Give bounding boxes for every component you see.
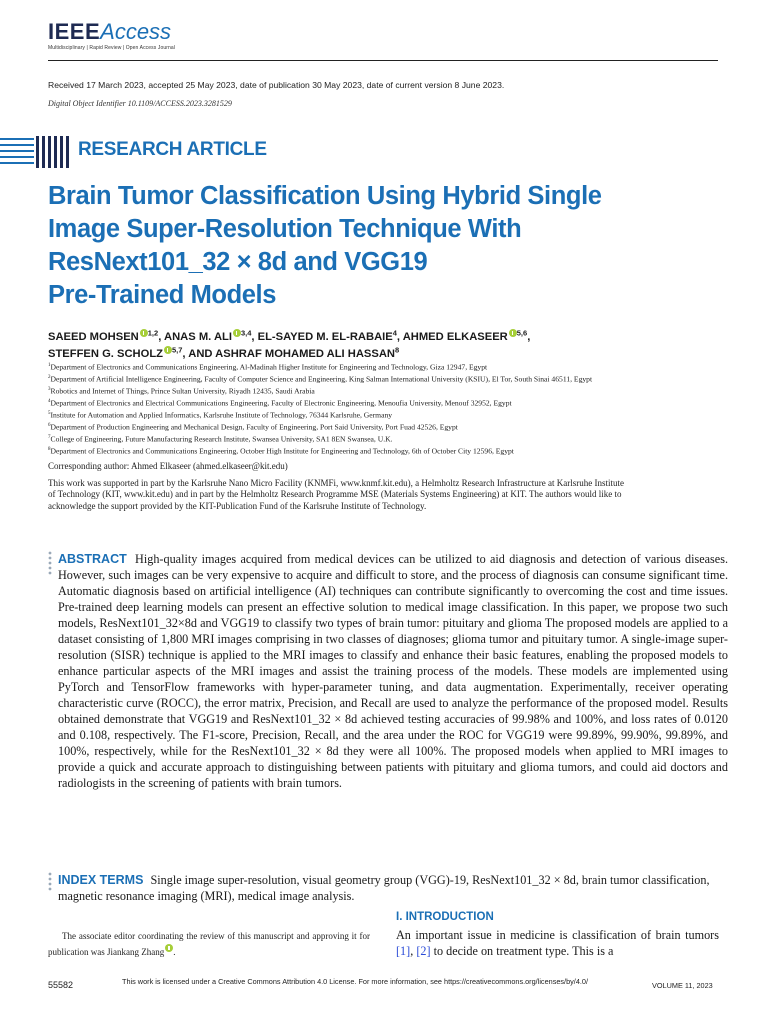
index-terms-dots-icon [48, 872, 52, 894]
affiliation: $^4$Department of Electronics and Electrical Communications Engineering, Faculty of Electronic Engineering, Menoufia University, Menouf 32952, Egypt [48, 398, 512, 408]
publication-dates: Received 17 March 2023, accepted 25 May 2023, date of publication 30 May 2023, date of current version 8 June 2023. [48, 80, 505, 90]
orcid-icon[interactable] [165, 944, 173, 952]
author-name: EL-SAYED M. EL-RABAIE [257, 331, 393, 343]
journal-logo [48, 20, 175, 51]
author-list: SAEED MOHSEN $^{1,2}$, ANAS M. ALI $^{3,4}$, EL-SAYED M. EL-RABAIE$^4$, AHMED ELKASEER $^{5,6}$, STEFFEN G. SCHOLZ $^{5,7}$, AND ASHRAF MOHAMED ALI HASSAN$^8$ [48, 328, 531, 360]
license-notice: This work is licensed under a Creative Commons Attribution 4.0 License. For more information, see https://creativecommons.org/licenses/by/4.0/ [122, 977, 588, 986]
affiliation: $^5$Institute for Automation and Applied Informatics, Karlsruhe Institute of Technology, 76344 Karlsruhe, Germany [48, 410, 393, 420]
corresponding-author: Corresponding author: Ahmed Elkaseer (ahmed.elkaseer@kit.edu) [48, 461, 288, 471]
affiliation: $^1$Department of Electronics and Communications Engineering, Al-Madinah Higher Institute for Engineering and Technology, Giza 12947, Egypt [48, 362, 488, 372]
author-name: AND ASHRAF MOHAMED ALI HASSAN [188, 347, 395, 360]
title-line: Image Super-Resolution Technique With [48, 215, 522, 243]
section-heading-introduction: I. INTRODUCTION [396, 911, 494, 923]
orcid-icon[interactable] [509, 329, 517, 337]
logo-tagline: Multidisciplinary | Rapid Review | Open Access Journal [48, 45, 175, 51]
page-number: 55582 [48, 980, 74, 990]
abstract [58, 551, 728, 791]
author-affiliation: 3,4 [240, 328, 252, 338]
affiliation: $^3$Robotics and Internet of Things, Prince Sultan University, Riyadh 12435, Saudi Arabia [48, 386, 315, 396]
volume-label: VOLUME 11, 2023 [652, 981, 713, 990]
author-affiliation: 8 [395, 344, 400, 354]
abstract-label: ABSTRACT [58, 552, 127, 566]
banner-label: RESEARCH ARTICLE [78, 139, 267, 160]
research-article-banner [0, 134, 270, 172]
logo-ieee-text: IEEE [48, 19, 101, 44]
author-name: SAEED MOHSEN [48, 331, 139, 343]
introduction-text: An important issue in medicine is classification of brain tumors [1], [2] to decide on treatment type. This is a [396, 928, 719, 958]
doi: Digital Object Identifier 10.1109/ACCESS.2023.3281529 [48, 99, 232, 108]
orcid-icon[interactable] [140, 329, 148, 337]
abstract-dots-icon [48, 551, 52, 579]
affiliation-list [48, 361, 728, 457]
banner-arc-graphic [0, 134, 80, 172]
affiliation: $^7$College of Engineering, Future Manufacturing Research Institute, Swansea University, SA1 8EN Swansea, U.K. [48, 434, 393, 444]
affiliation: $^2$Department of Artificial Intelligence Engineering, Faculty of Computer Science and Engineering, King Salman International University (KSIU), El Tor, South Sinai 46511, Egypt [48, 374, 593, 384]
index-terms [58, 872, 728, 904]
logo-access-text: Access [100, 19, 172, 44]
affiliation: $^8$Department of Electronics and Communications Engineering, October High Institute for Engineering and Technology, 6th of October City 12596, Egypt [48, 446, 514, 456]
citation-link[interactable]: [2] [416, 944, 431, 958]
affiliation: $^6$Department of Production Engineering and Mechanical Design, Faculty of Engineering, Port Said University, Port Fuad 42526, Egypt [48, 422, 458, 432]
author-affiliation: 4 [392, 328, 397, 338]
author-affiliation: 5,7 [171, 344, 183, 354]
author-name: AHMED ELKASEER [402, 331, 508, 343]
orcid-icon[interactable] [233, 329, 241, 337]
index-terms-label: INDEX TERMS [58, 873, 144, 887]
citation-link[interactable]: [1] [396, 944, 411, 958]
orcid-icon[interactable] [164, 346, 172, 354]
author-name: STEFFEN G. SCHOLZ [48, 347, 163, 360]
editor-footnote: The associate editor coordinating the review of this manuscript and approving it for publication was Jiankang Zhang . [48, 931, 370, 957]
abstract-text: High-quality images acquired from medical devices can be utilized to aid diagnosis and detection of various diseases. However, such images can be very expensive to acquire and difficult to store, and the process of diagnosis can consume significant time. Automatic diagnosis based on artificial intelligence (AI) techniques can contribute significantly to overcoming the cost and time issues. Pre-trained deep learning models can present an effective solution to medical image classification. In this paper, we propose two such models, ResNext101_32×8d and VGG19 to classify two types of brain tumor: pituitary and glioma The proposed models are applied to a dataset consisting of 1,800 MRI images comprising in two classes of diagnoses; glioma tumor and pituitary tumor. A single-image super-resolution (SISR) technique is applied to the MRI images to classify and enhance their basic features, enabling the proposed models to enhance particular aspects of the MRI images and assist the training process of the models. These models are implemented using PyTorch and TensorFlow frameworks with hyper-parameter tuning, and data augmentation. Experimentally, receiver operating characteristic curve (ROCC), the error matrix, Precision, and Recall are used to analyze the performance of the proposed model. Results obtained demonstrate that VGG19 and ResNext101_32 × 8d achieved testing accuracies of 99.98% and 100%, and loss rates of 0.0120 and 0.108, respectively. The F1-score, Precision, Recall, and the area under the ROC for VGG19 were 99.89%, 99.90%, 99.89%, and 100%, respectively, while for the ResNext101_32 × 8d they were all 100%. The proposed models when applied to MRI images to provide a quick and accurate approach to distinguishing between patients with pituitary and glioma tumors, and could aid doctors and radiologists in the screening of patients with brain tumors. [58, 552, 728, 790]
author-affiliation: 1,2 [147, 328, 159, 338]
header-divider [48, 60, 718, 61]
funding-statement: This work was supported in part by the Karlsruhe Nano Micro Facility (KNMFi, www.knmf.kit.edu), a Helmholtz Research Infrastructure at Karlsruhe Institute of Technology (KIT, www.kit.edu) and in part by the Helmholtz Research Programme MSE (Materials Systems Engineering) at KIT. The authors would like to acknowledge the support provided by the KIT-Publication Fund of the Karlsruhe Institute of Technology. [48, 478, 625, 511]
title-line: Brain Tumor Classification Using Hybrid Single [48, 182, 602, 210]
title-line: ResNext101_32 × 8d and VGG19 [48, 248, 428, 276]
index-terms-text: Single image super-resolution, visual geometry group (VGG)-19, ResNext101_32 × 8d, brain tumor classification, magnetic resonance imaging (MRI), medical image analysis. [58, 873, 710, 903]
author-affiliation: 5,6 [516, 328, 528, 338]
title-line: Pre-Trained Models [48, 281, 277, 309]
author-name: ANAS M. ALI [164, 331, 232, 343]
paper-title [48, 180, 688, 312]
